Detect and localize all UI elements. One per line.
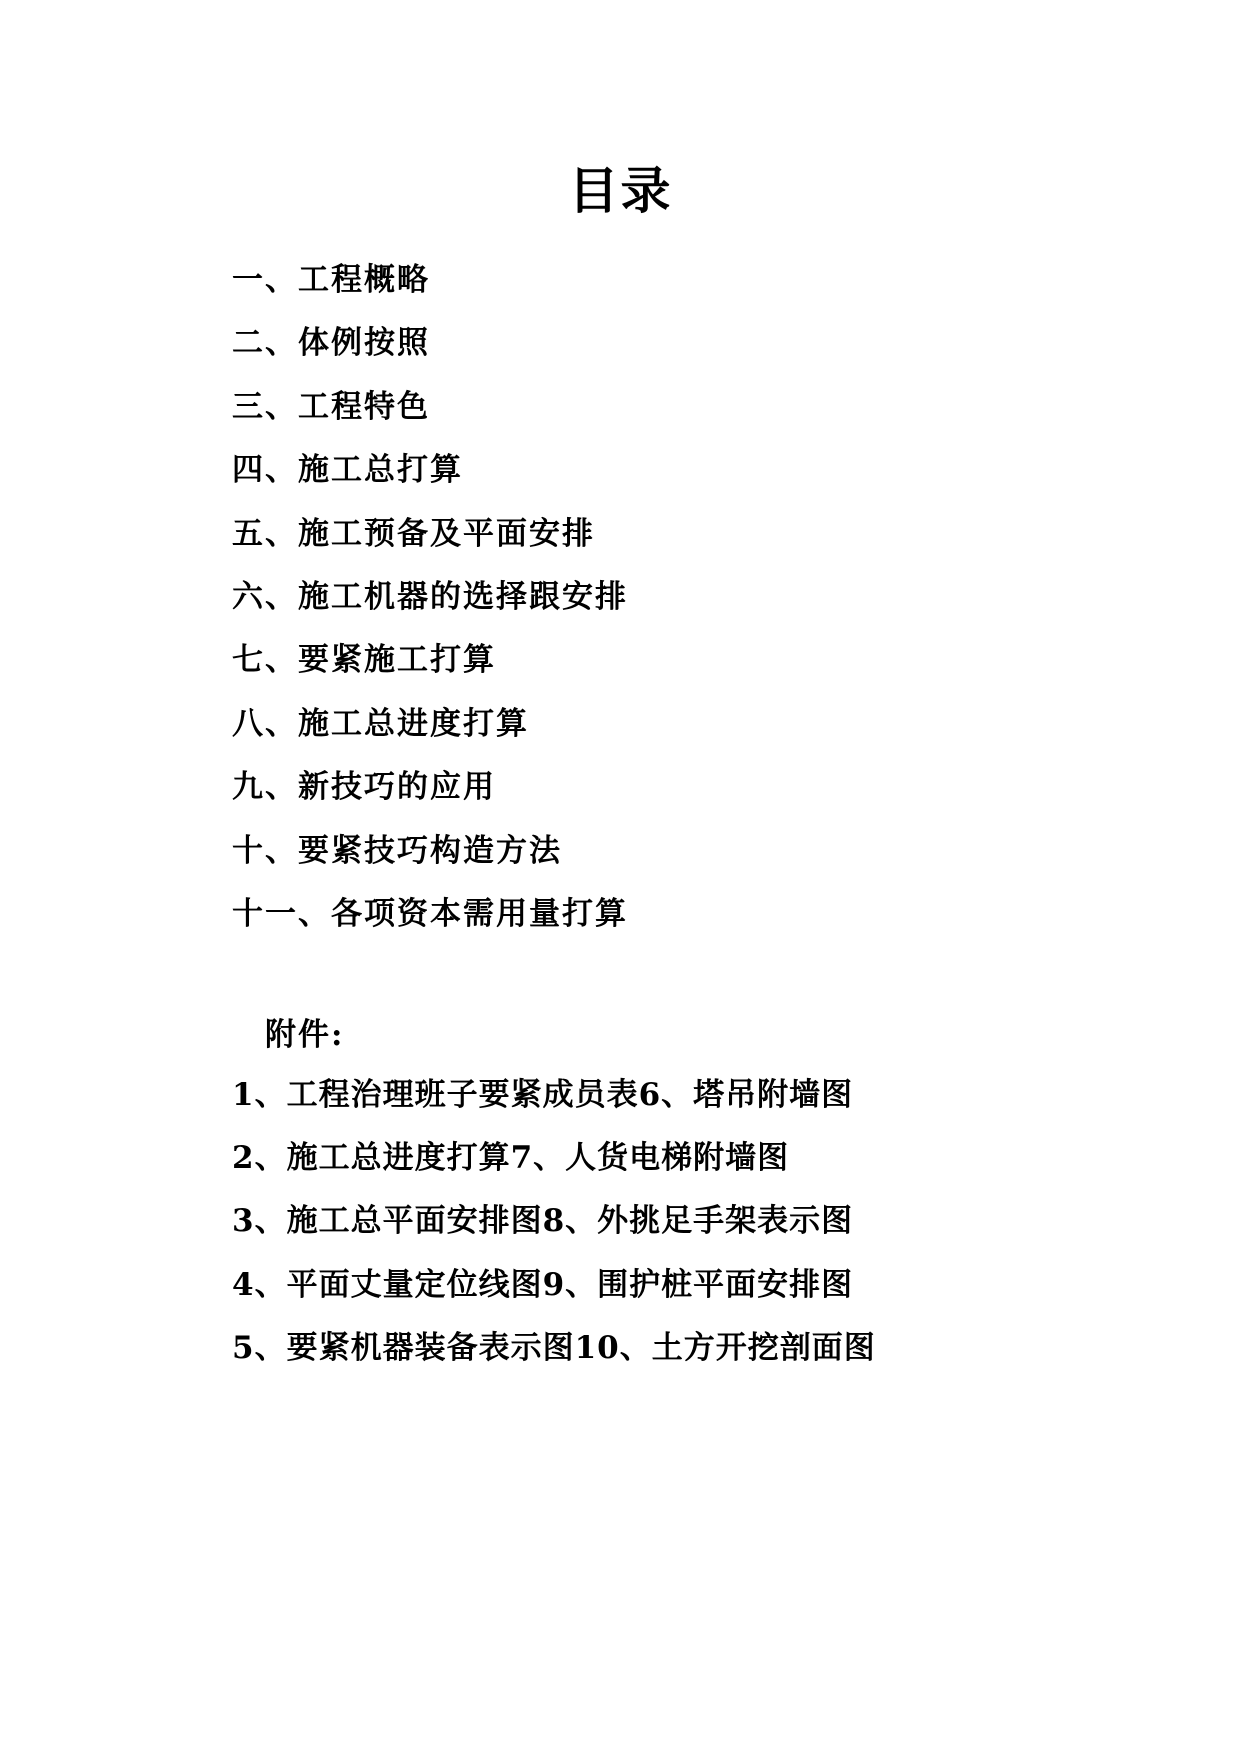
toc-list <box>232 258 628 955</box>
toc-item: 十一、各项资本需用量打算 <box>232 895 628 932</box>
appendix-heading: 附件: <box>265 1017 345 1053</box>
toc-item: 三、工程特色 <box>232 388 430 425</box>
toc-item: 九、新技巧的应用 <box>232 769 496 806</box>
toc-item: 七、要紧施工打算 <box>232 642 496 679</box>
appendix-item: 5、要紧机器装备表示图10、土方开挖剖面图 <box>232 1329 876 1366</box>
toc-item: 十、要紧技巧构造方法 <box>232 832 562 869</box>
toc-item: 四、施工总打算 <box>232 452 463 489</box>
appendix-item: 3、施工总平面安排图8、外挑足手架表示图 <box>232 1203 854 1240</box>
appendix-item: 1、工程治理班子要紧成员表6、塔吊附墙图 <box>232 1077 854 1113</box>
toc-item: 六、施工机器的选择跟安排 <box>232 578 628 615</box>
toc-item: 五、施工预备及平面安排 <box>232 515 595 552</box>
appendix-item: 4、平面丈量定位线图9、围护桩平面安排图 <box>232 1266 854 1303</box>
toc-item: 二、体例按照 <box>232 325 430 362</box>
page-title: 目录 <box>568 161 673 220</box>
appendix-list <box>232 1073 876 1389</box>
toc-item: 八、施工总进度打算 <box>232 705 529 742</box>
appendix-item: 2、施工总进度打算7、人货电梯附墙图 <box>232 1140 790 1177</box>
toc-item: 一、工程概略 <box>232 262 430 298</box>
